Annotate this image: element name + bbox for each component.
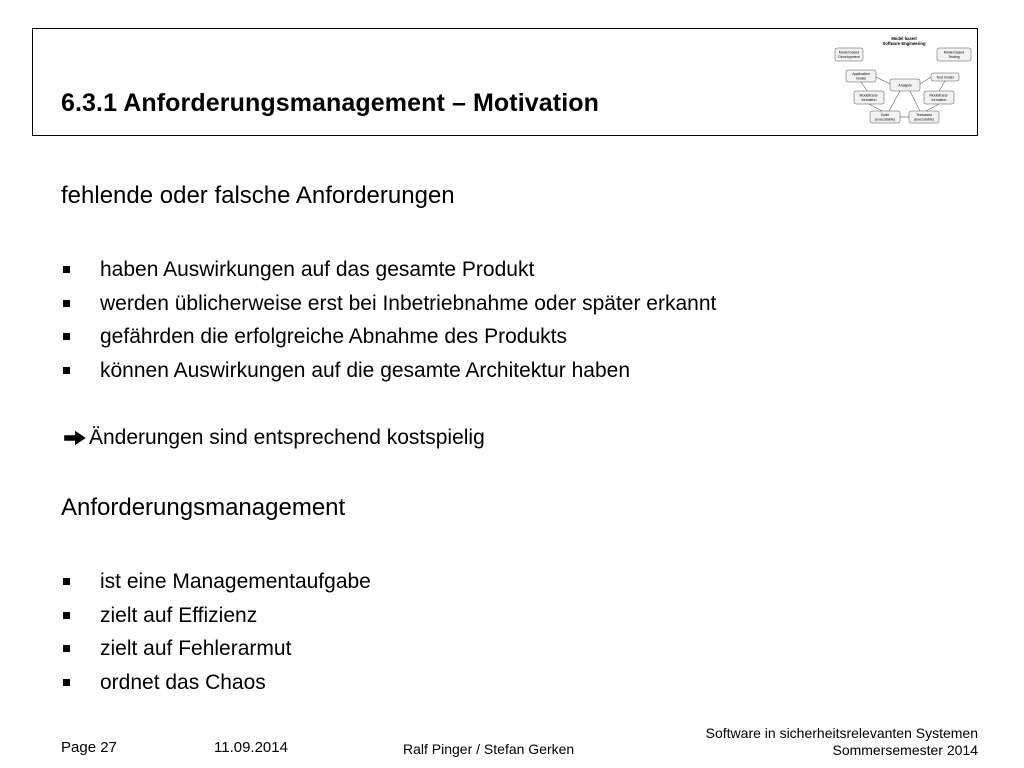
diagram-label-trans-left-1: Modeltrans- [859,93,879,98]
list-item: können Auswirkungen auf die gesamte Architektur haben [61,359,716,393]
diagram-label-mbt-1: Model based [943,50,965,55]
diagram-label-analysis: Analysis [898,83,912,88]
list-item: werden üblicherweise erst bei Inbetriebnahme oder später erkannt [61,292,716,326]
conclusion-line [61,426,485,450]
diagram-label-testcases-1: Testcases [916,113,932,117]
bullet-square-icon [63,612,70,619]
bullet-list-management [61,570,371,704]
bullet-list-consequences [61,258,716,392]
diagram-label-testcases-2: (executable) [914,117,934,122]
diagram-label-mbd-1: Model based [838,50,860,55]
footer-authors: Ralf Pinger / Stefan Gerken [403,741,575,757]
list-item: gefährden die erfolgreiche Abnahme des Produkts [61,325,716,359]
section-heading-missing-requirements: fehlende oder falsche Anforderungen [61,182,455,209]
model-based-engineering-diagram [834,34,974,130]
diagram-label-test-model: Test model [936,75,954,80]
bullet-square-icon [63,300,70,307]
diagram-label-code-1: Code [880,113,890,117]
bullet-square-icon [63,266,70,273]
list-item: zielt auf Effizienz [61,604,371,638]
diagram-label-trans-right-1: Modeltrans- [929,93,949,98]
right-arrow-icon [61,429,89,447]
list-item: ordnet das Chaos [61,671,371,705]
bullet-square-icon [63,645,70,652]
footer-page-number: Page 27 [61,739,117,756]
diagram-label-code-2: (executable) [875,117,895,122]
title-header-box [32,28,978,136]
diagram-label-mbt-2: Testing [948,55,960,59]
conclusion-text: Änderungen sind entsprechend kostspielig [89,426,485,449]
bullet-square-icon [63,367,70,374]
footer-date: 11.09.2014 [214,739,288,756]
diagram-label-app-1: Application [852,72,870,76]
footer-course-title: Software in sicherheitsrelevanten Systemen [705,725,978,741]
diagram-title-line1: Model based [891,36,917,41]
section-heading-requirements-management: Anforderungsmanagement [61,494,346,521]
list-item: zielt auf Fehlerarmut [61,637,371,671]
diagram-label-trans-right-2: formation [931,98,947,102]
footer-semester: Sommersemester 2014 [832,742,978,758]
page-title: 6.3.1 Anforderungsmanagement – Motivation [61,89,599,117]
bullet-square-icon [63,679,70,686]
list-item: haben Auswirkungen auf das gesamte Produkt [61,258,716,292]
bullet-square-icon [63,578,70,585]
diagram-label-app-2: model [856,76,866,81]
diagram-label-mbd-2: Development [838,55,860,59]
list-item: ist eine Managementaufgabe [61,570,371,604]
diagram-label-trans-left-2: formation [861,98,877,102]
diagram-title-line2: Software Engineering [882,41,926,46]
bullet-square-icon [63,333,70,340]
